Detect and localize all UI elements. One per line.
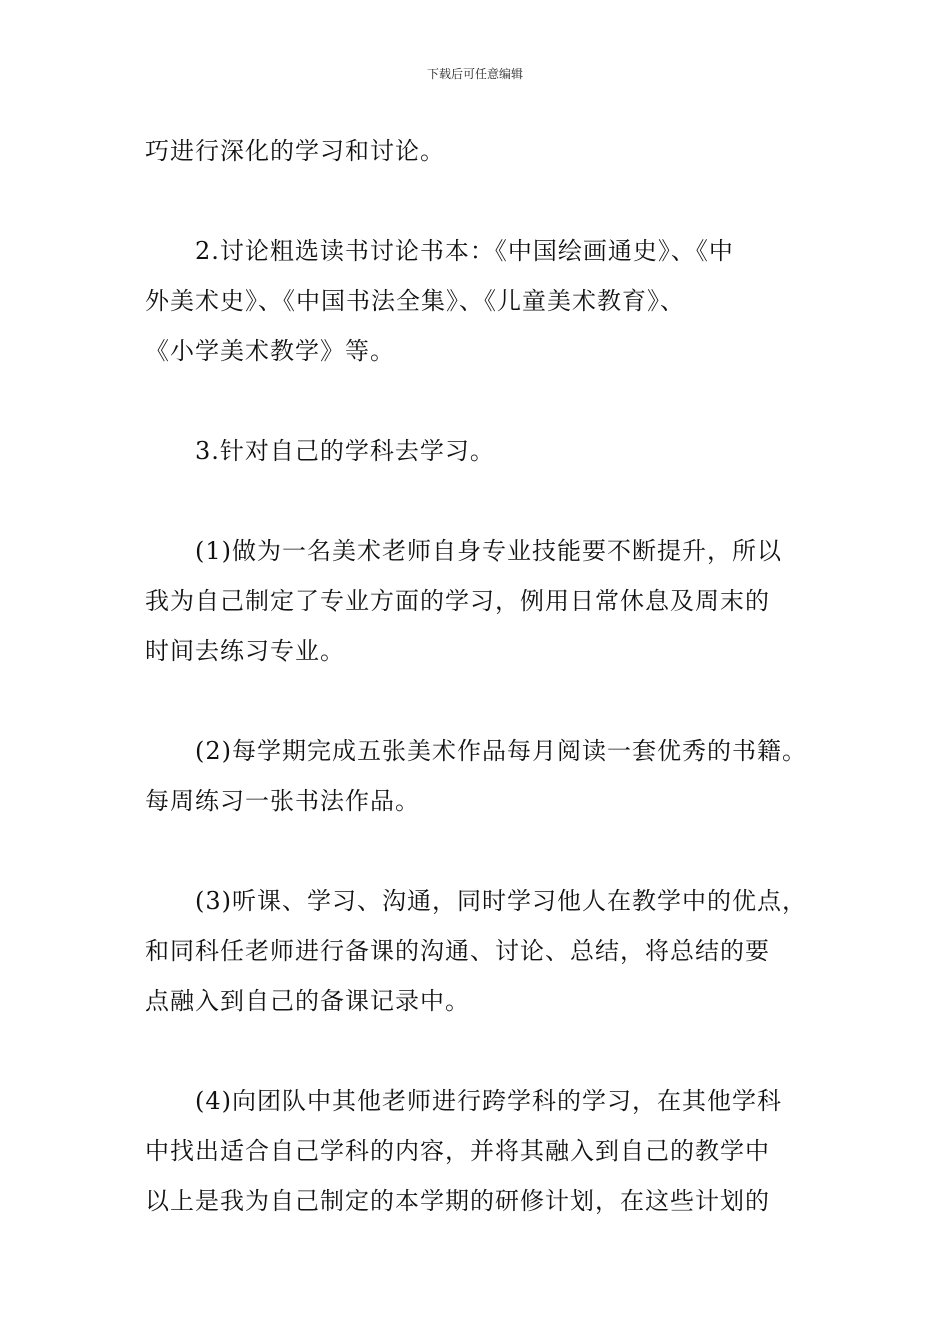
paragraph-4 bbox=[145, 526, 815, 676]
text-line: (1)做为一名美术老师自身专业技能要不断提升，所以 bbox=[195, 537, 782, 565]
text-line: 外美术史》、《中国书法全集》、《儿童美术教育》、 bbox=[145, 287, 685, 315]
paragraph-1 bbox=[145, 126, 815, 176]
text-line: 巧进行深化的学习和讨论。 bbox=[145, 137, 445, 165]
paragraph-2 bbox=[145, 226, 815, 376]
paragraph-5 bbox=[145, 726, 815, 826]
document-body bbox=[145, 126, 815, 1276]
text-line: 我为自己制定了专业方面的学习，例用日常休息及周末的 bbox=[145, 587, 770, 615]
text-line: 点融入到自己的备课记录中。 bbox=[145, 987, 470, 1015]
text-line: 2.讨论粗选读书讨论书本：《中国绘画通史》、《中 bbox=[195, 237, 734, 265]
text-line: (2)每学期完成五张美术作品每月阅读一套优秀的书籍。 bbox=[195, 737, 807, 765]
text-line: 3.针对自己的学科去学习。 bbox=[195, 437, 495, 465]
text-line: 以上是我为自己制定的本学期的研修计划，在这些计划的 bbox=[145, 1187, 770, 1215]
text-line: (4)向团队中其他老师进行跨学科的学习，在其他学科 bbox=[195, 1087, 782, 1115]
paragraph-3 bbox=[145, 426, 815, 476]
paragraph-7 bbox=[145, 1076, 815, 1226]
page-header: 下载后可任意编辑 bbox=[426, 67, 523, 81]
text-line: 和同科任老师进行备课的沟通、讨论、总结，将总结的要 bbox=[145, 937, 770, 965]
text-line: (3)听课、学习、沟通，同时学习他人在教学中的优点， bbox=[195, 887, 807, 915]
text-line: 时间去练习专业。 bbox=[145, 637, 345, 665]
text-line: 中找出适合自己学科的内容，并将其融入到自己的教学中 bbox=[145, 1137, 770, 1165]
paragraph-6 bbox=[145, 876, 815, 1026]
text-line: 每周练习一张书法作品。 bbox=[145, 787, 420, 815]
text-line: 《小学美术教学》等。 bbox=[145, 337, 395, 365]
